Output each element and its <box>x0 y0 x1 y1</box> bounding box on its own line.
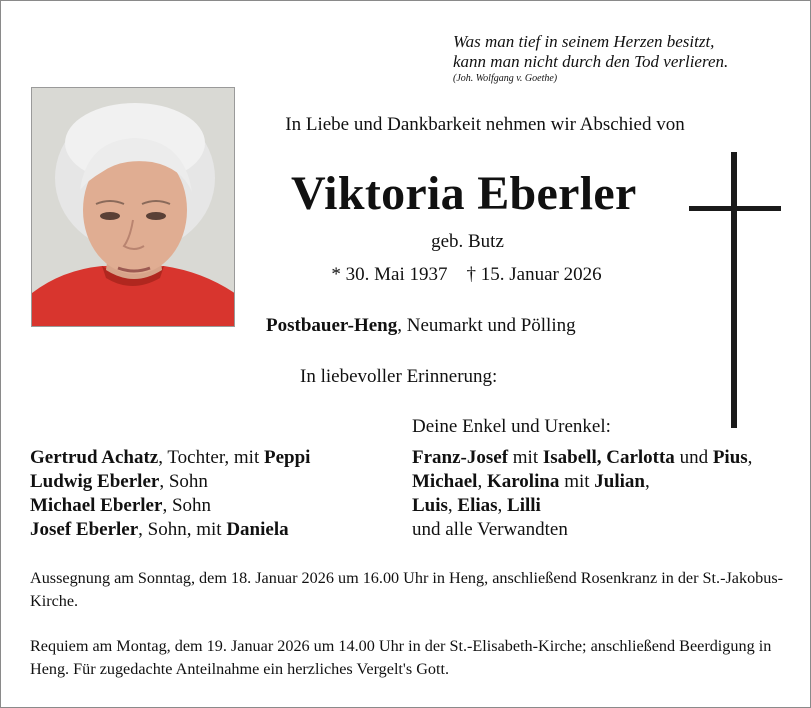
requiem-notice: Requiem am Montag, dem 19. Januar 2026 um 14.00 Uhr in der St.-Elisabeth-Kirche; anschließend Beerdigung in Heng. Für zugedachte Anteilnahme ein herzliches Vergelt's Gott. <box>30 637 772 678</box>
family-member-line-segment: , Tochter, mit <box>158 447 264 468</box>
grandchildren-heading: Deine Enkel und Urenkel: <box>412 416 611 437</box>
grandchildren-line-segment: Franz-Josef <box>412 447 509 468</box>
quote-line-2: kann man nicht durch den Tod verlieren. <box>453 52 729 71</box>
grandchildren-line-segment: mit <box>508 447 543 468</box>
grandchildren-line-segment: Julian <box>594 471 645 492</box>
family-member-line-segment: Gertrud Achatz <box>30 447 159 468</box>
grandchildren-list <box>412 446 752 542</box>
family-list <box>30 446 310 542</box>
family-member-line <box>30 446 310 470</box>
aussegnung-notice: Aussegnung am Sonntag, dem 18. Januar 2026 um 16.00 Uhr in Heng, anschließend Rosenkranz in der St.-Jakobus-Kirche. <box>30 569 784 610</box>
grandchildren-line-segment: , <box>497 495 508 516</box>
grandchildren-line <box>412 494 752 518</box>
family-member-line <box>30 494 310 518</box>
grandchildren-line-segment: und <box>674 447 713 468</box>
quote-source: (Joh. Wolfgang v. Goethe) <box>453 73 558 84</box>
intro-line: In Liebe und Dankbarkeit nehmen wir Abschied von <box>285 114 685 135</box>
quote-line-1: Was man tief in seinem Herzen besitzt, <box>453 32 715 51</box>
death-date: † 15. Januar 2026 <box>466 264 602 285</box>
memory-heading: In liebevoller Erinnerung: <box>300 366 498 387</box>
grandchildren-line-segment: , <box>747 447 753 468</box>
hometown-line <box>266 315 576 337</box>
grandchildren-line-segment: Isabell, Carlotta <box>542 447 675 468</box>
hometown-bold: Postbauer-Heng <box>266 315 398 336</box>
family-member-line-segment: Peppi <box>263 447 311 468</box>
cross-icon <box>689 152 781 428</box>
family-member-line-segment: Ludwig Eberler <box>30 471 160 492</box>
grandchildren-line-segment: und alle Verwandten <box>412 519 568 540</box>
grandchildren-line <box>412 518 752 542</box>
family-member-line-segment: Michael Eberler <box>30 495 163 516</box>
grandchildren-line-segment: Luis <box>412 495 448 516</box>
family-member-line <box>30 470 310 494</box>
grandchildren-line-segment: Lilli <box>507 495 541 516</box>
deceased-name: Viktoria Eberler <box>291 167 637 220</box>
grandchildren-line-segment: , <box>644 471 650 492</box>
hometown-rest: , Neumarkt und Pölling <box>397 315 576 336</box>
birth-date: * 30. Mai 1937 <box>331 264 448 285</box>
family-member-line-segment: , Sohn <box>162 495 212 516</box>
grandchildren-line-segment: Pius <box>712 447 748 468</box>
family-member-line-segment: , Sohn, mit <box>138 519 227 540</box>
family-member-line <box>30 518 310 542</box>
family-member-line-segment: , Sohn <box>159 471 208 492</box>
grandchildren-line-segment: Karolina <box>486 471 560 492</box>
grandchildren-line-segment: Michael <box>412 471 478 492</box>
grandchildren-line-segment: , <box>447 495 458 516</box>
family-member-line-segment: Josef Eberler <box>30 519 139 540</box>
grandchildren-line-segment: Elias <box>457 495 498 516</box>
maiden-name: geb. Butz <box>431 231 504 252</box>
goethe-quote <box>453 32 728 86</box>
grandchildren-line-segment: mit <box>559 471 595 492</box>
grandchildren-line <box>412 470 752 494</box>
grandchildren-line <box>412 446 752 470</box>
family-member-line-segment: Daniela <box>226 519 289 540</box>
grandchildren-line-segment: , <box>477 471 487 492</box>
